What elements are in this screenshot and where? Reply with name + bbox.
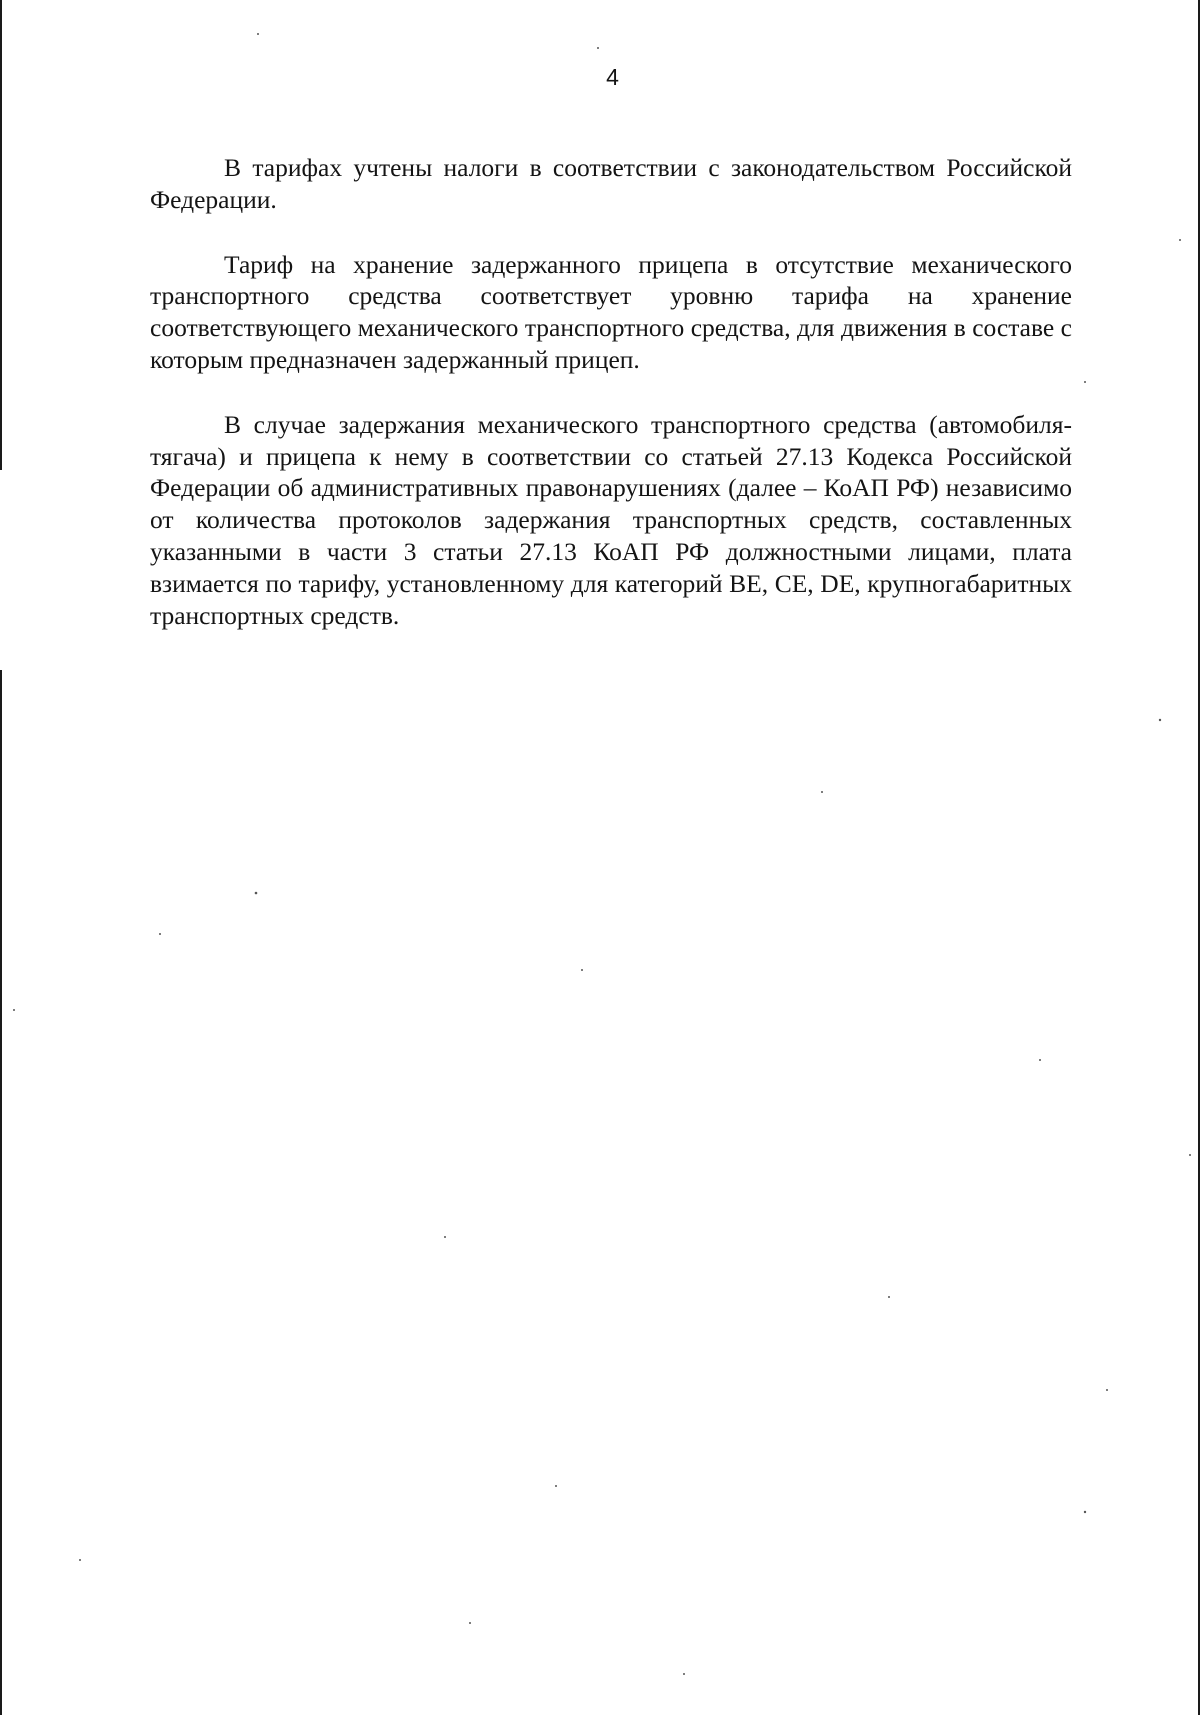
paragraph-detention-tariff: В случае задержания механического транспортного средства (автомобиля-тягача) и прицепа к нему в соответствии со статьей 27.13 Кодекса Российской Федерации об административных правонарушениях (далее – КоАП РФ) независимо от количества протоколов задержания транспортных средств, составленных указанными в части 3 статьи 27.13 КоАП РФ должностными лицами, плата взимается по тарифу, установленному для категорий BE, CE, DE, крупногабаритных транспортных средств.: [150, 409, 1072, 630]
paragraph-trailer-tariff: Тариф на хранение задержанного прицепа в отсутствие механического транспортного средства соответствует уровню тарифа на хранение соответствующего механического транспортного средства, для движения в составе с которым предназначен задержанный прицеп.: [150, 249, 1072, 374]
scan-edge-gap: [0, 470, 3, 670]
page-number: 4: [606, 64, 619, 90]
paragraph-taxes: В тарифах учтены налоги в соответствии с законодательством Российской Федерации.: [150, 153, 1072, 214]
scan-edge-left: [0, 0, 2, 1715]
document-body: [150, 152, 1072, 664]
